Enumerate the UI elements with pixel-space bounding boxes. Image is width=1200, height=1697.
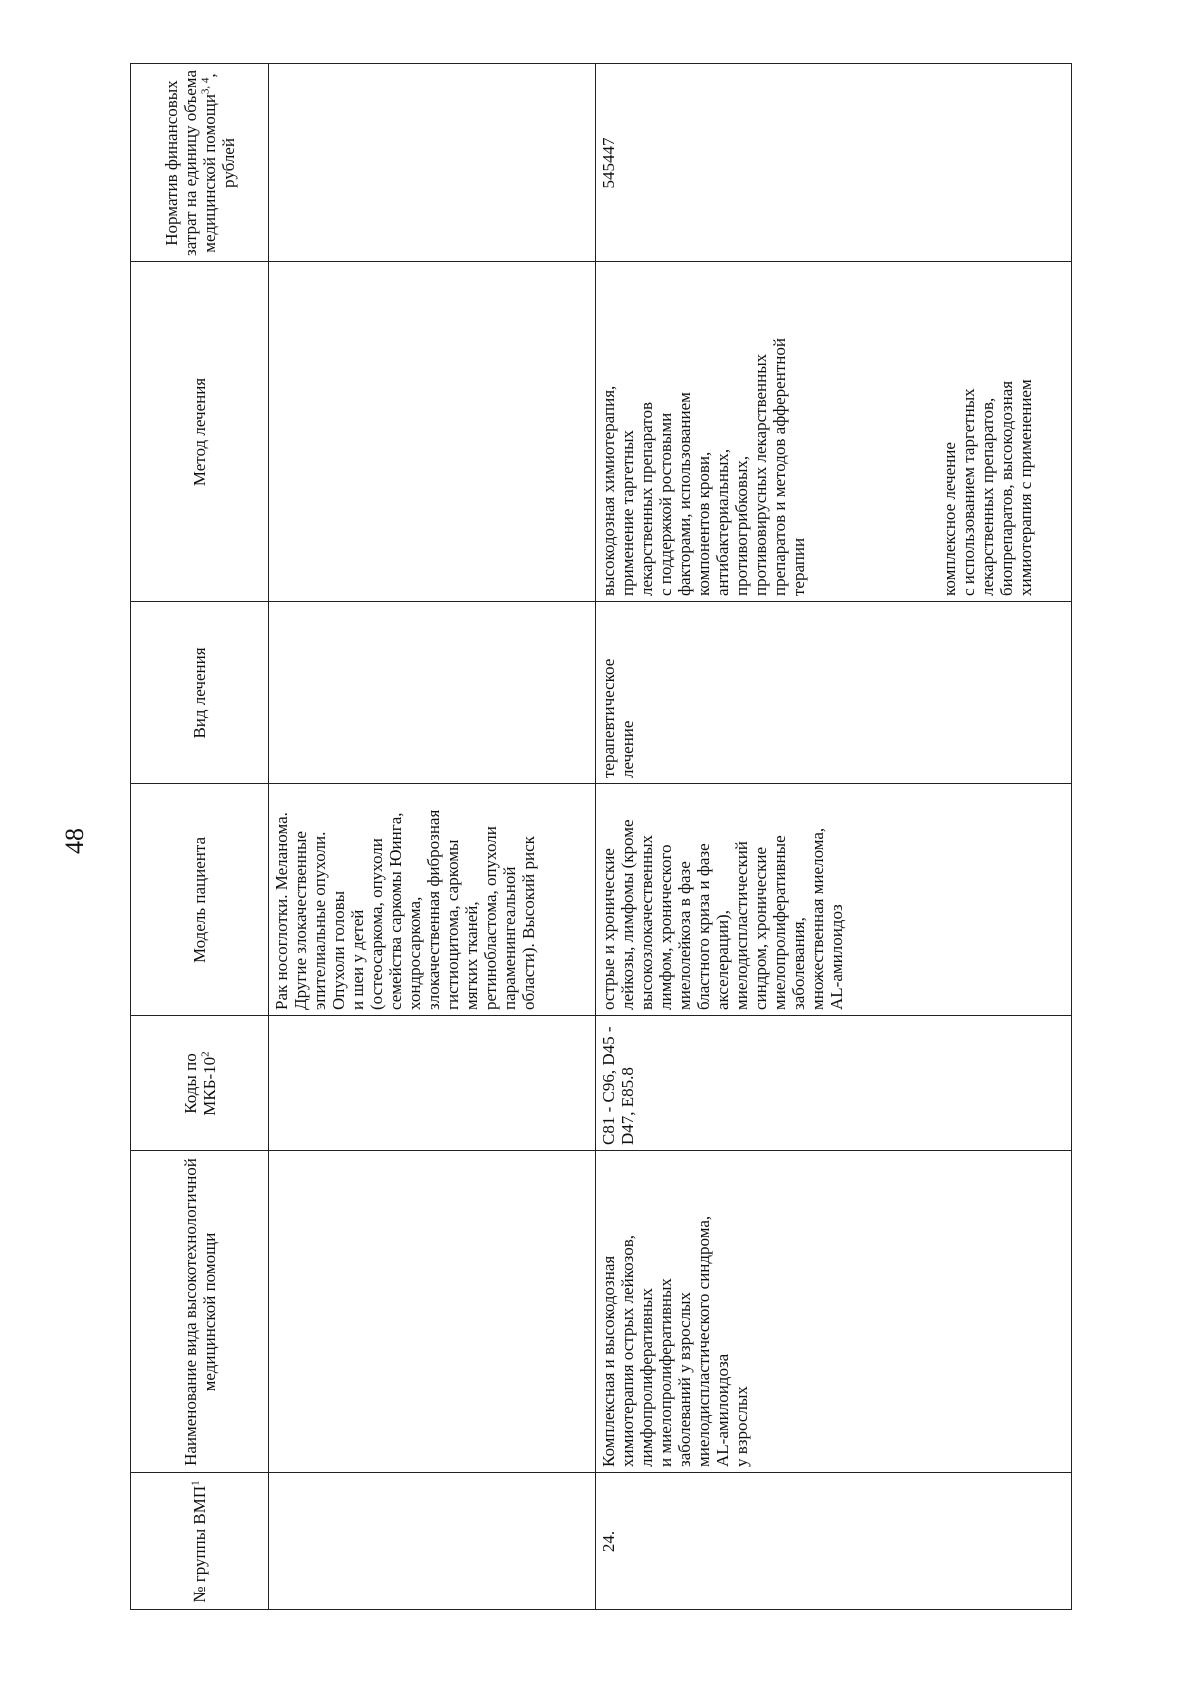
vmp-table (130, 63, 1072, 1610)
table-row-24 (596, 64, 1072, 1610)
cell-empty (269, 64, 596, 262)
header-row (131, 64, 269, 1610)
treatment-method-2: комплексное лечение с использованием таргетных лекарственных препаратов, биопрепаратов, высокодозная химиотерапия с применением (940, 379, 1035, 596)
table-row-continued (269, 64, 596, 1610)
header-cost-norm: Норматив финансовых затрат на единицу объема медицинской помощи$^{3, 4}$, рублей (131, 64, 269, 262)
cell-cost-norm: 545447 (596, 64, 1072, 262)
header-patient-model: Модель пациента (131, 784, 269, 1016)
rotated-table-container (130, 64, 1071, 1610)
page-number: 48 (60, 828, 89, 854)
cell-empty (269, 1151, 596, 1473)
cell-empty (269, 262, 596, 602)
header-treatment-method: Метод лечения (131, 262, 269, 602)
header-name: Наименование вида высокотехнологичной медицинской помощи (131, 1151, 269, 1473)
cell-empty (269, 1016, 596, 1151)
treatment-method-1: высокодозная химиотерапия, применение таргетных лекарственных препаратов с поддержкой ростовыми факторами, использованием компонентов крови, антибактериальных, противогрибковых, противовирусных лекарственных препаратов и методов афферентной терапии (599, 338, 808, 596)
cell-vmp-name: Комплексная и высокодозная химиотерапия острых лейкозов, лимфопролиферативных и миелопролиферативных заболеваний у взрослых миелодиспластического синдрома, AL-амилоидоза у взрослых (596, 1151, 1072, 1473)
cell-empty (269, 602, 596, 784)
cell-treatment-type: терапевтическое лечение (596, 602, 1072, 784)
cell-icd-codes: C81 - C96, D45 - D47, E85.8 (596, 1016, 1072, 1151)
cell-treatment-method (596, 262, 1072, 602)
header-treatment-type: Вид лечения (131, 602, 269, 784)
spacer (808, 268, 940, 596)
cell-patient-model: Рак носоглотки. Меланома. Другие злокачественные эпителиальные опухоли. Опухоли головы и шеи у детей (остеосаркома, опухоли семейства саркомы Юинга, хондросаркома, злокачественная фиброзная гистиоцитома, саркомы мягких тканей, ретинобластома, опухоли параменингеальной области). Высокий риск (269, 784, 596, 1016)
cell-patient-model: острые и хронические лейкозы, лимфомы (кроме высокозлокачественных лимфом, хронического миелолейкоза в фазе бластного криза и фазе акселерации), миелодиспластический синдром, хронические миелопролиферативные заболевания, множественная миелома, AL-амилоидоз (596, 784, 1072, 1016)
header-group-number: № группы ВМП$^1$ (131, 1473, 269, 1610)
cell-empty (269, 1473, 596, 1610)
header-codes: Коды по МКБ-$10^2$ (131, 1016, 269, 1151)
cell-group-number: 24. (596, 1473, 1072, 1610)
